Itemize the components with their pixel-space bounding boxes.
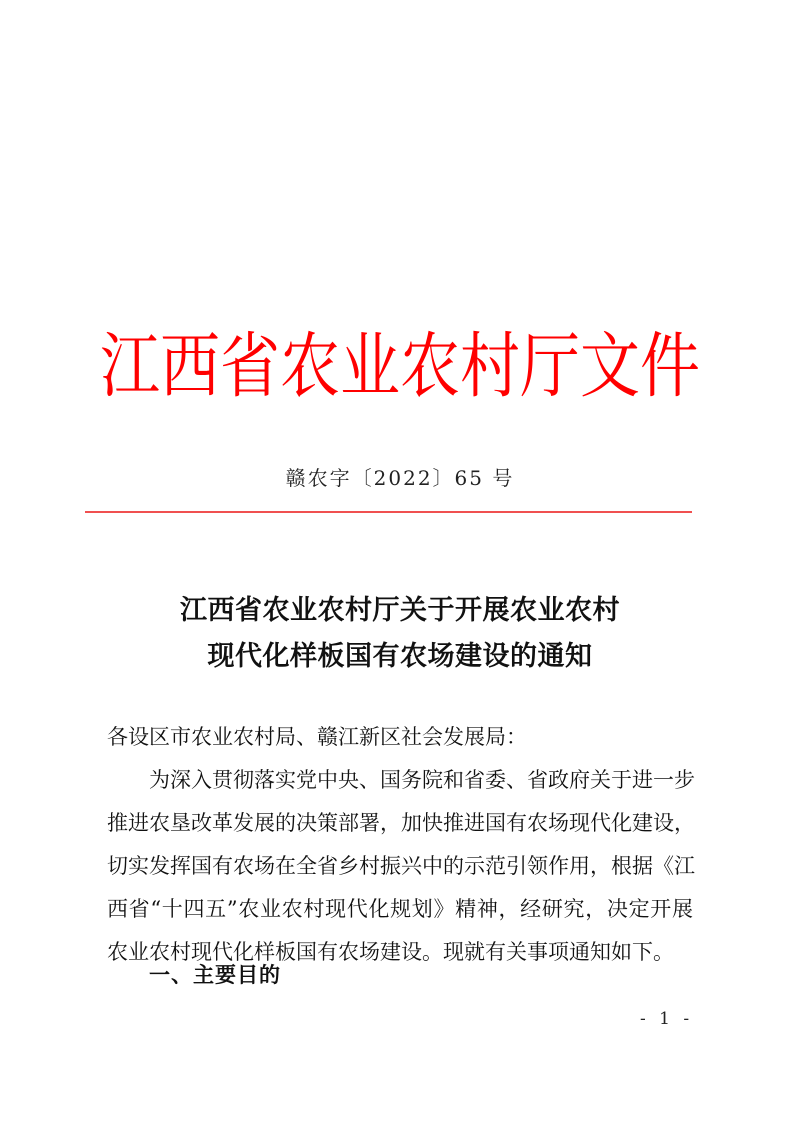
paragraph-line: 西省“十四五”农业农村现代化规划》精神，经研究，决定开展: [107, 897, 693, 921]
paragraph-line: 农业农村现代化样板国有农场建设。现就有关事项通知如下。: [107, 940, 674, 964]
salutation: 各设区市农业农村局、赣江新区社会发展局：: [107, 725, 527, 749]
notice-title-line-1: 江西省农业农村厅关于开展农业农村: [180, 595, 620, 626]
masthead-char: 西: [160, 325, 220, 409]
red-divider-line: [85, 511, 692, 513]
paragraph-line: 为深入贯彻落实党中央、国务院和省委、省政府关于进一步: [149, 768, 695, 792]
paragraph-line: 推进农垦改革发展的决策部署，加快推进国有农场现代化建设，: [107, 811, 695, 835]
notice-title: [0, 588, 800, 680]
masthead-char: 业: [340, 325, 400, 409]
body-text: [107, 716, 693, 974]
masthead-char: 农: [280, 325, 340, 409]
masthead-char: 文: [580, 325, 640, 409]
masthead-char: 农: [400, 325, 460, 409]
section-heading: 一、主要目的: [149, 963, 281, 987]
masthead-char: 厅: [520, 325, 580, 409]
masthead-char: 村: [460, 325, 520, 409]
masthead-title: [100, 322, 700, 412]
masthead-char: 省: [220, 325, 280, 409]
page-number: - 1 -: [640, 1009, 694, 1029]
paragraph-line: 切实发挥国有农场在全省乡村振兴中的示范引领作用，根据《江: [107, 854, 695, 878]
document-number: 赣农字〔2022〕65 号: [285, 466, 515, 490]
masthead-char: 江: [100, 325, 160, 409]
notice-title-line-2: 现代化样板国有农场建设的通知: [207, 641, 593, 672]
masthead-char: 件: [640, 325, 700, 409]
